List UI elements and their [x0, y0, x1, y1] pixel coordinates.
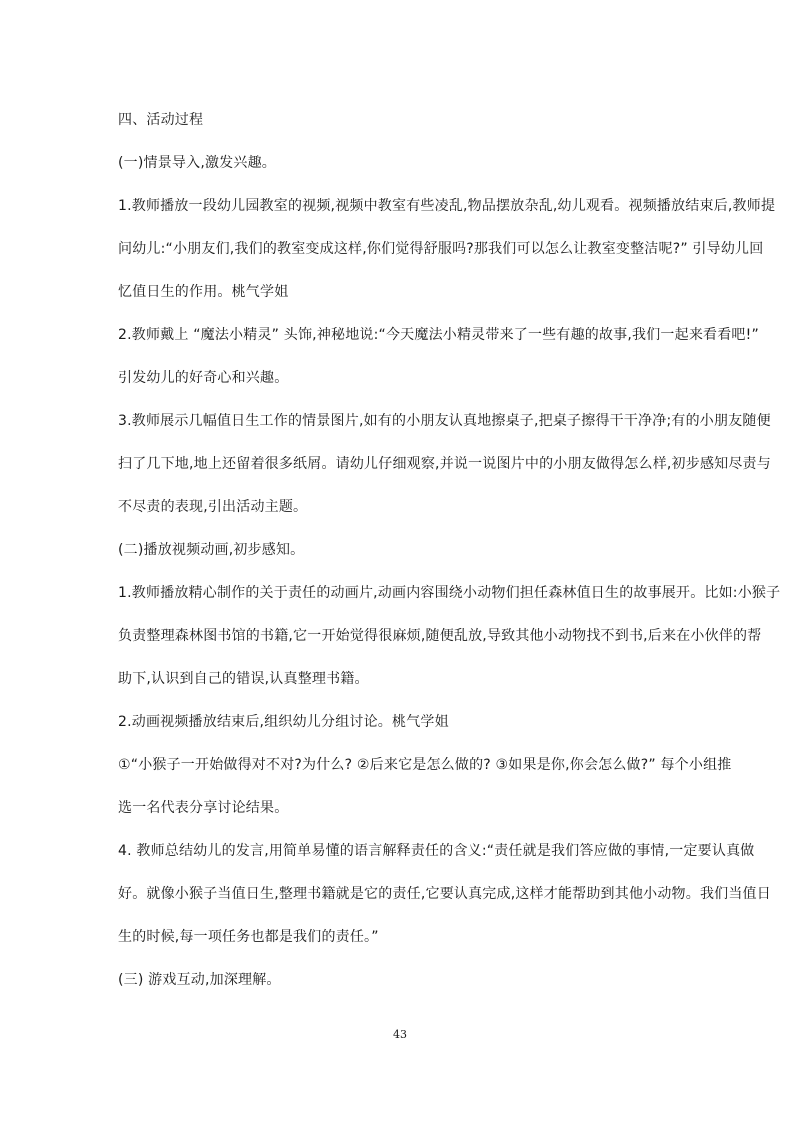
part2-item1-line3: 助下,认识到自己的错误,认真整理书籍。 [118, 671, 369, 687]
part1-item1-line1: 1.教师播放一段幼儿园教室的视频,视频中教室有些凌乱,物品摆放杂乱,幼儿观看。视频播放结束后,教师提 [118, 198, 776, 214]
part1-item3-line1: 3.教师展示几幅值日生工作的情景图片,如有的小朋友认真地擦桌子,把桌子擦得干干净净;有的小朋友随便 [118, 413, 771, 429]
page-number: 43 [393, 1028, 407, 1041]
part1-item2-line2: 引发幼儿的好奇心和兴趣。 [118, 370, 289, 386]
part1-item3-line3: 不尽责的表现,引出活动主题。 [118, 499, 308, 515]
part2-heading: (二)播放视频动画,初步感知。 [118, 542, 305, 558]
part1-item1-line3: 忆值日生的作用。桃气学姐 [118, 284, 289, 300]
part2-item4-line2: 好。就像小猴子当值日生,整理书籍就是它的责任,它要认真完成,这样才能帮助到其他小动物。我们当值日 [118, 886, 771, 902]
part2-item2-line3: 选一名代表分享讨论结果。 [118, 800, 289, 816]
part1-item3-line2: 扫了几下地,地上还留着很多纸屑。请幼儿仔细观察,并说一说图片中的小朋友做得怎么样,初步感知尽责与 [118, 456, 771, 472]
part2-item1-line1: 1.教师播放精心制作的关于责任的动画片,动画内容围绕小动物们担任森林值日生的故事展开。比如:小猴子 [118, 585, 781, 601]
part1-heading: (一)情景导入,激发兴趣。 [118, 155, 276, 171]
part2-item2-line2: ①“小猴子一开始做得对不对?为什么? ②后来它是怎么做的? ③如果是你,你会怎么做?” 每个小组推 [118, 757, 732, 773]
part2-item4-line3: 生的时候,每一项任务也都是我们的责任。” [118, 929, 379, 945]
part2-item1-line2: 负责整理森林图书馆的书籍,它一开始觉得很麻烦,随便乱放,导致其他小动物找不到书,后来在小伙伴的帮 [118, 628, 762, 644]
part2-item4-line1: 4. 教师总结幼儿的发言,用简单易懂的语言解释责任的含义:“责任就是我们答应做的事情,一定要认真做 [118, 843, 755, 859]
part1-item1-line2: 问幼儿:“小朋友们,我们的教室变成这样,你们觉得舒服吗?那我们可以怎么让教室变整洁呢?” 引导幼儿回 [118, 241, 764, 257]
part2-item2-line1: 2.动画视频播放结束后,组织幼儿分组讨论。桃气学姐 [118, 714, 449, 730]
section-heading: 四、活动过程 [118, 112, 204, 128]
part3-heading: (三) 游戏互动,加深理解。 [118, 972, 281, 988]
part1-item2-line1: 2.教师戴上 “魔法小精灵” 头饰,神秘地说:“今天魔法小精灵带来了一些有趣的故事,我们一起来看看吧!” [118, 327, 759, 343]
